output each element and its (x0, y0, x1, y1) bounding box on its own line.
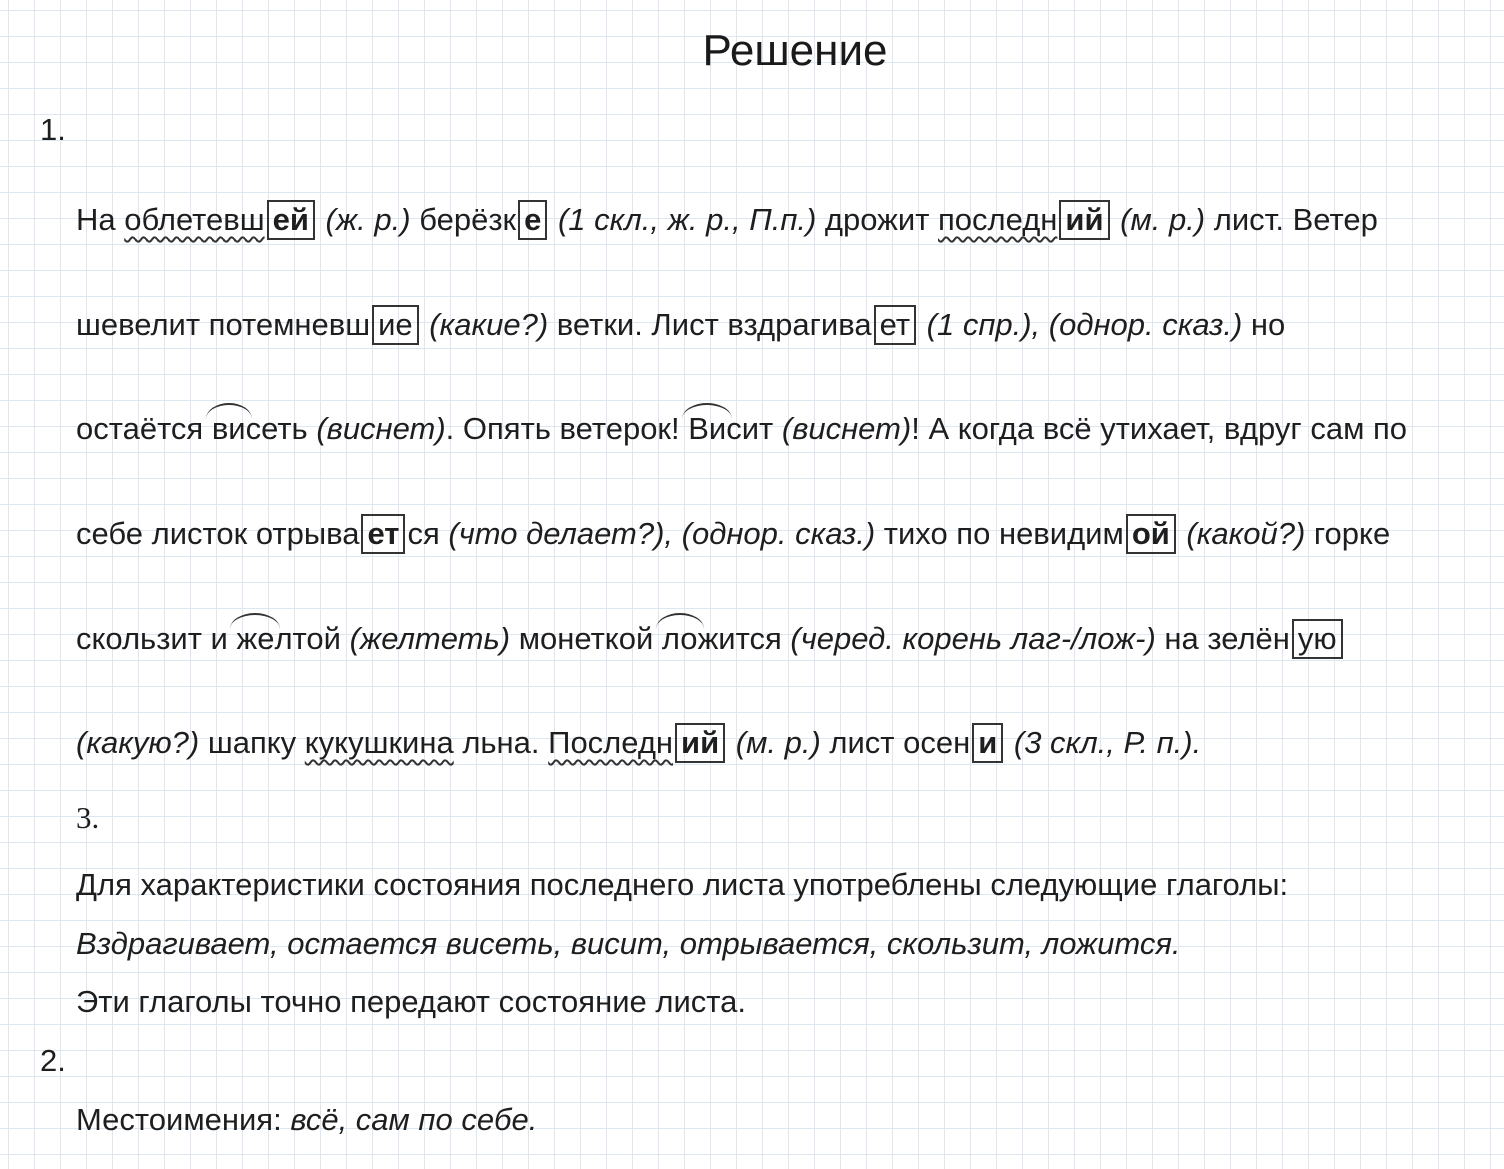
text: на зелён (1155, 621, 1290, 656)
text: скользит и (76, 621, 237, 656)
ending-box: ий (1059, 200, 1109, 240)
text: дрожит (816, 202, 939, 237)
note: (ж. р.) (316, 202, 411, 237)
ending-box: ий (675, 723, 725, 763)
text: себе листок отрыва (76, 516, 360, 551)
text: монеткой (510, 621, 662, 656)
note: (м. р.) (1111, 202, 1206, 237)
text: . Опять ветерок! (445, 411, 689, 446)
text: шапку (199, 725, 305, 760)
underlined-word: облетевш (124, 202, 265, 237)
section-number-2: 2. (40, 1043, 66, 1078)
text-line-4 (76, 514, 1390, 554)
page-title: Решение (702, 26, 888, 75)
root-text: же (236, 621, 275, 656)
text: лист. Ветер (1205, 202, 1378, 237)
section2-line (76, 1100, 537, 1140)
ending-box: ет (874, 305, 916, 345)
note: (виснет) (316, 411, 446, 446)
ending-box: ую (1292, 619, 1343, 659)
text: ветки. Лист вздрагива (548, 307, 872, 342)
root-mark (212, 409, 246, 449)
section3-line-2: Вздрагивает, остается висеть, висит, отрывается, скользит, ложится. (76, 926, 1181, 961)
text-line-6 (76, 723, 1201, 763)
note: (какие?) (420, 307, 549, 342)
underlined-word: последн (938, 202, 1058, 237)
root-mark (662, 619, 698, 659)
underlined-word: Последн (548, 725, 674, 760)
text: горке (1305, 516, 1391, 551)
text-line-5 (76, 619, 1345, 659)
text-line-2 (76, 305, 1285, 345)
pronouns-value: всё, сам по себе. (290, 1102, 538, 1137)
note: (3 скл., Р. п.). (1005, 725, 1202, 760)
root-mark (236, 619, 274, 659)
text: лист осен (820, 725, 971, 760)
ending-box: ой (1126, 514, 1176, 554)
section-number-1: 1. (40, 112, 66, 147)
root-mark (688, 409, 726, 449)
ending-box: ие (372, 305, 419, 345)
text-line-1 (76, 200, 1378, 240)
text: но (1242, 307, 1286, 342)
text: ся (407, 516, 449, 551)
note: (какую?) (76, 725, 200, 760)
text: сит (726, 411, 782, 446)
section3-line-3: Эти глаголы точно передают состояние листа. (76, 984, 746, 1019)
root-arc (230, 613, 280, 629)
root-text: ви (211, 411, 246, 446)
text: льна. (453, 725, 549, 760)
text: ! А когда всё утихает, вдруг сам по (911, 411, 1408, 446)
root-text: ло (661, 621, 698, 656)
note: (виснет) (781, 411, 912, 446)
text: На (76, 202, 125, 237)
ending-box: ей (267, 200, 315, 240)
note: (м. р.) (727, 725, 821, 760)
text: сеть (245, 411, 317, 446)
text: лтой (274, 621, 350, 656)
root-text: Ви (688, 411, 727, 446)
text: берёзк (410, 202, 517, 237)
note: (1 скл., ж. р., П.п.) (549, 202, 817, 237)
ending-box: ет (361, 514, 405, 554)
ending-box: и (972, 723, 1003, 763)
text: тихо по невидим (875, 516, 1124, 551)
underlined-word: кукушкина (304, 725, 454, 760)
note: (желтеть) (349, 621, 511, 656)
section3-line-1: Для характеристики состояния последнего листа употреблены следующие глаголы: (76, 867, 1289, 902)
note: (черед. корень лаг-/лож-) (790, 621, 1156, 656)
root-arc (206, 403, 252, 419)
root-arc (682, 403, 732, 419)
note: (что делает?), (однор. сказ.) (448, 516, 876, 551)
section-number-3: 3. (76, 800, 100, 835)
root-arc (656, 613, 704, 629)
pronouns-label: Местоимения: (76, 1102, 291, 1137)
text: шевелит потемневш (76, 307, 371, 342)
text: жится (697, 621, 791, 656)
text: остаётся (76, 411, 212, 446)
text-line-3 (76, 409, 1407, 449)
note: (какой?) (1177, 516, 1306, 551)
ending-box: е (518, 200, 547, 240)
note: (1 спр.), (однор. сказ.) (918, 307, 1243, 342)
